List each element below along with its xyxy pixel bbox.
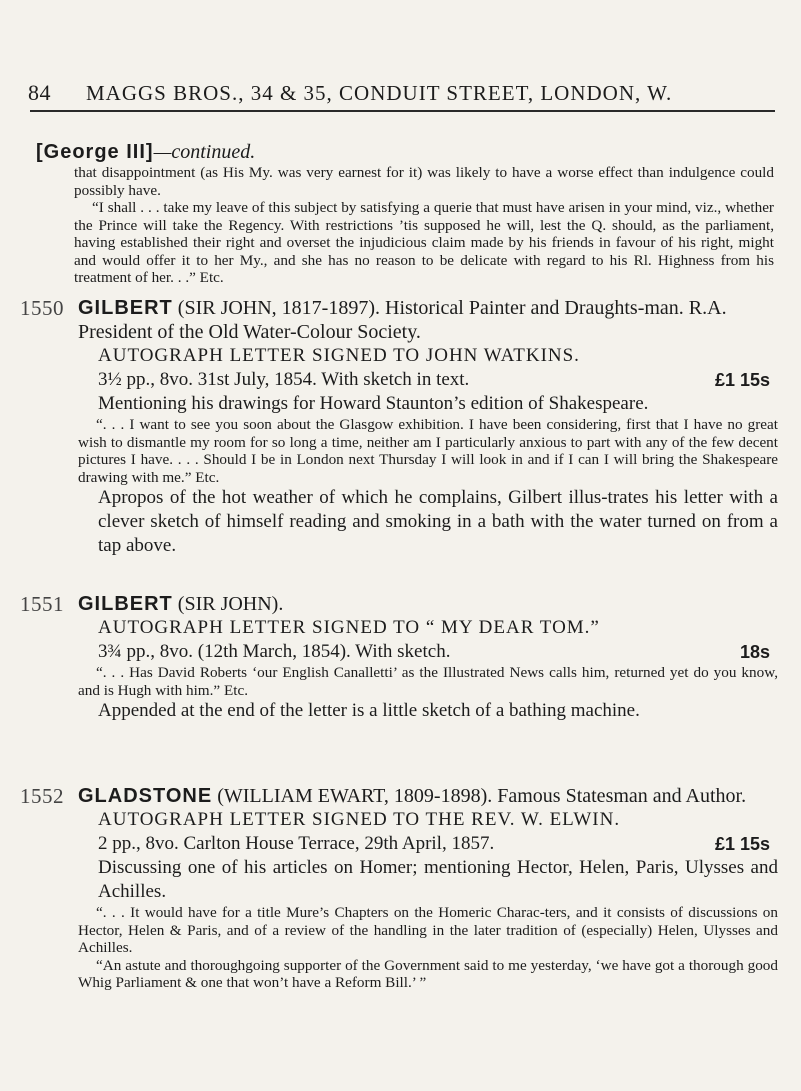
lot-description: 3¾ pp., 8vo. (12th March, 1854). With sketch. <box>98 641 451 662</box>
lot-price: £1 15s <box>714 370 770 390</box>
lot-number: 1550 <box>20 296 64 320</box>
continued-text-1: that disappointment (as His My. was very earnest for it) was likely to have a worse effect than indulgence could possibly have. <box>74 164 774 199</box>
continued-suffix: —continued. <box>153 141 256 163</box>
lot-name-line <box>78 784 778 808</box>
lot-description-line <box>78 832 778 856</box>
lot-entry-1550 <box>78 296 778 558</box>
lot-quote: “. . . It would have for a title Mure’s Chapters on the Homeric Charac-ters, and it consists of discussions on Hector, Helen & Paris, and of a review of the handling in the later tradition of (especially) Helen, Ulysses and Achilles. <box>78 904 778 956</box>
lot-title: AUTOGRAPH LETTER SIGNED TO “ MY DEAR TOM.” <box>98 617 600 638</box>
lot-name: GLADSTONE <box>78 785 213 807</box>
continued-text-2: “I shall . . . take my leave of this subject by satisfying a querie that must have arisen in your mind, viz., whether the Prince will take the Regency. With restrictions ’tis supposed he will, lest the Q. should, as the parliament, having established their right and overset the injudicious claim made by his friends in favour of his right, might and would offer it to her My., and she has no reason to be delicate with regard to his Rl. Highness from his treatment of her. . .” Etc. <box>74 199 774 286</box>
lot-comment: Appended at the end of the letter is a little sketch of a bathing machine. <box>98 700 640 721</box>
lot-price: £1 15s <box>714 834 770 854</box>
lot-name-rest: (SIR JOHN, 1817-1897). Historical Painter and Draughts-man. R.A. President of the Old Water-Colour Society. <box>78 297 727 343</box>
lot-quote: “. . . Has David Roberts ‘our English Canalletti’ as the Illustrated News calls him, returned yet do you know, and is Hugh with him.” Etc. <box>78 664 778 699</box>
lot-name-rest: (SIR JOHN). <box>177 593 284 615</box>
lot-description: 2 pp., 8vo. Carlton House Terrace, 29th April, 1857. <box>98 833 495 854</box>
lot-note: Discussing one of his articles on Homer; mentioning Hector, Helen, Paris, Ulysses and Achilles. <box>98 857 778 902</box>
lot-name-line <box>78 592 778 616</box>
continued-entry <box>74 164 774 287</box>
lot-description: 3½ pp., 8vo. 31st July, 1854. With sketch in text. <box>98 369 470 390</box>
lot-name-line <box>78 296 778 344</box>
lot-number: 1551 <box>20 592 64 616</box>
running-title: MAGGS BROS., 34 & 35, CONDUIT STREET, LONDON, W. <box>86 81 673 105</box>
lot-note: Mentioning his drawings for Howard Staunton’s edition of Shakespeare. <box>98 393 649 414</box>
header-rule <box>30 110 775 112</box>
lot-name: GILBERT <box>78 297 173 319</box>
lot-price: 18s <box>739 642 770 662</box>
lot-entry-1551 <box>78 592 778 723</box>
lot-name: GILBERT <box>78 593 173 615</box>
lot-comment: Apropos of the hot weather of which he complains, Gilbert illus-trates his letter with a clever sketch of himself reading and smoking in a bath with the water turned on from a tap above. <box>98 487 778 556</box>
lot-title: AUTOGRAPH LETTER SIGNED TO THE REV. W. ELWIN. <box>98 809 621 830</box>
lot-name-rest: (WILLIAM EWART, 1809-1898). Famous Statesman and Author. <box>217 785 747 807</box>
page-number: 84 <box>28 80 51 105</box>
lot-description-line <box>78 368 778 392</box>
lot-quote: “. . . I want to see you soon about the Glasgow exhibition. I have been considering, first that I have no great wish to dismantle my room for so long a time, neither am I particularly anxious to part with any of the few decent pictures I have. . . . Should I be in London next Thursday I will look in and if I can I will bring the Shakespeare drawing with me.” Etc. <box>78 416 778 486</box>
lot-entry-1552 <box>78 784 778 992</box>
lot-number: 1552 <box>20 784 64 808</box>
lot-title: AUTOGRAPH LETTER SIGNED TO JOHN WATKINS. <box>98 345 580 366</box>
continued-heading <box>36 141 255 164</box>
continued-name: [George III] <box>36 141 154 163</box>
lot-quote-2: “An astute and thoroughgoing supporter of the Government said to me yesterday, ‘we have got a thorough good Whig Parliament & one that won’t have a Reform Bill.’ ” <box>78 956 778 991</box>
page-header <box>28 80 768 106</box>
lot-description-line <box>78 640 778 664</box>
